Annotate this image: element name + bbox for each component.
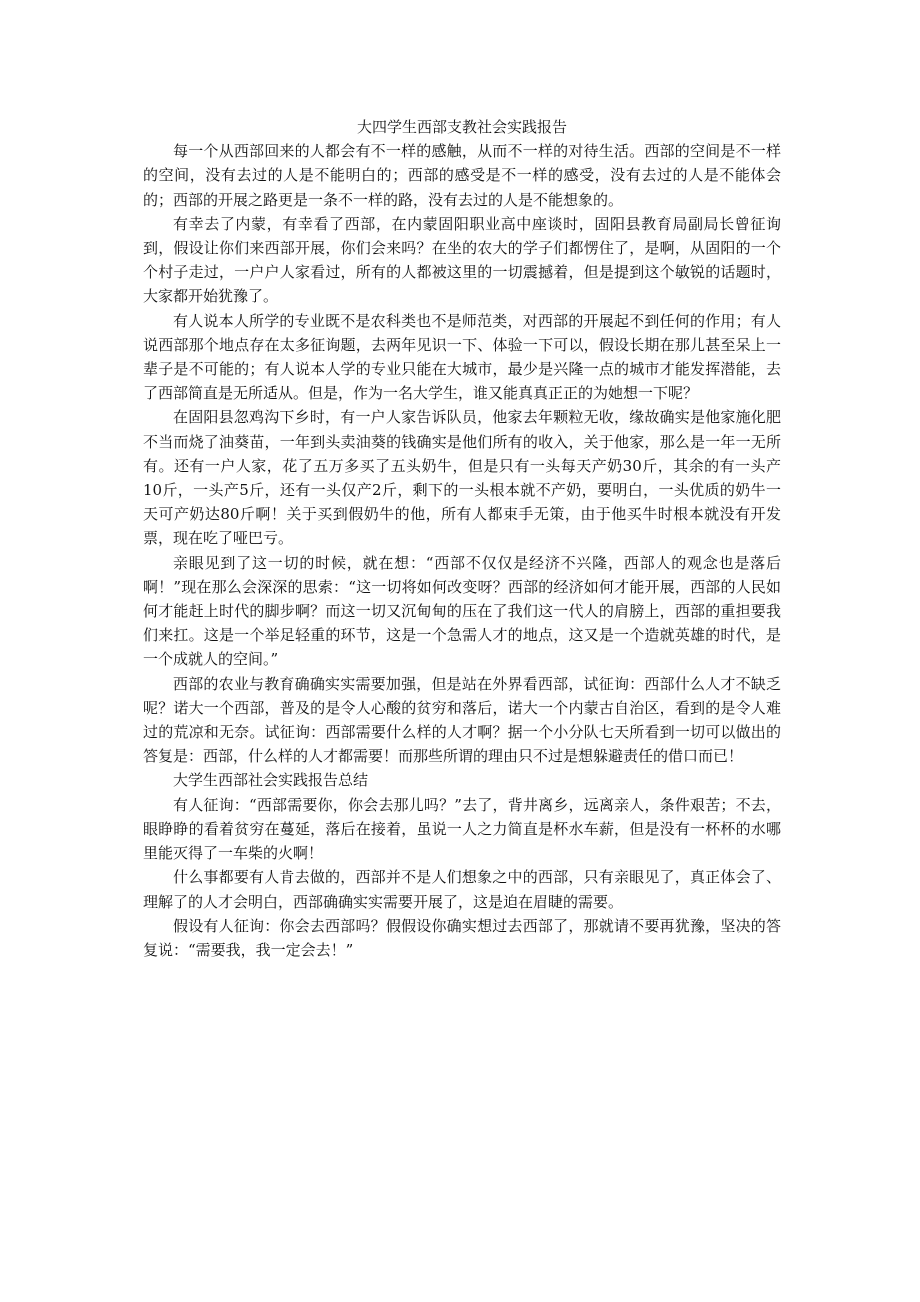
paragraph-3: 有人说本人所学的专业既不是农科类也不是师范类，对西部的开展起不到任何的作用；有人说西部那个地点存在太多征询题，去两年见识一下、体验一下可以，假设长期在那儿甚至呆上一辈子是不可能的；有人说本人学的专业只能在大城市，最少是兴隆一点的城市才能发挥潜能，去了西部简直是无所适从。但是，作为一名大学生，谁又能真真正正的为她想一下呢？ (143, 311, 781, 403)
section-heading: 大学生西部社会实践报告总结 (173, 771, 369, 790)
paragraph-4: 在固阳县忽鸡沟下乡时，有一户人家告诉队员，他家去年颗粒无收，缘故确实是他家施化肥不当而烧了油葵苗，一年到头卖油葵的钱确实是他们所有的收入，关于他家，那么是一年一无所有。还有一户人家，花了五万多买了五头奶牛，但是只有一头每天产奶30斤，其余的有一头产10斤，一头产5斤，还有一头仅产2斤，剩下的一头根本就不产奶，要明白，一头优质的奶牛一天可产奶达80斤啊！关于买到假奶牛的他，所有人都束手无策，由于他买牛时根本就没有开发票，现在吃了哑巴亏。 (143, 408, 781, 548)
document-title: 大四学生西部支教社会实践报告 (356, 118, 567, 136)
document-page (143, 115, 781, 962)
paragraph-5: 亲眼见到了这一切的时候，就在想：“西部不仅仅是经济不兴隆，西部人的观念也是落后啊！”现在那么会深深的思索：“这一切将如何改变呀？西部的经济如何才能开展，西部的人民如何才能赶上时代的脚步啊？而这一切又沉甸甸的压在了我们这一代人的肩膀上，西部的重担要我们来扛。这是一个举足轻重的环节，这是一个急需人才的地点，这又是一个造就英雄的时代，是一个成就人的空间。” (143, 553, 781, 669)
paragraph-2: 有幸去了内蒙，有幸看了西部，在内蒙固阳职业高中座谈时，固阳县教育局副局长曾征询到，假设让你们来西部开展，你们会来吗？在坐的农大的学子们都愣住了，是啊，从固阳的一个个村子走过，一户户人家看过，所有的人都被这里的一切震撼着，但是提到这个敏锐的话题时，大家都开始犹豫了。 (143, 214, 781, 306)
paragraph-6: 西部的农业与教育确确实实需要加强，但是站在外界看西部，试征询：西部什么人才不缺乏呢？诺大一个西部，普及的是令人心酸的贫穷和落后，诺大一个内蒙古自治区，看到的是令人难过的荒凉和无奈。试征询：西部需要什么样的人才啊？据一个小分队七天所看到一切可以做出的答复是：西部，什么样的人才都需要！而那些所谓的理由只不过是想躲避责任的借口而已！ (143, 674, 781, 766)
paragraph-1: 每一个从西部回来的人都会有不一样的感触，从而不一样的对待生活。西部的空间是不一样的空间，没有去过的人是不能明白的；西部的感受是不一样的感受，没有去过的人是不能体会的；西部的开展之路更是一条不一样的路，没有去过的人是不能想象的。 (143, 142, 781, 209)
paragraph-7: 有人征询：“西部需要你，你会去那儿吗？”去了，背井离乡，远离亲人，条件艰苦；不去，眼睁睁的看着贫穷在蔓延，落后在接着，虽说一人之力简直是杯水车薪，但是没有一杯杯的水哪里能灭得了一车柴的火啊！ (143, 795, 781, 863)
paragraph-8: 什么事都要有人肯去做的，西部并不是人们想象之中的西部，只有亲眼见了，真正体会了、理解了的人才会明白，西部确确实实需要开展了，这是迫在眉睫的需要。 (143, 868, 781, 911)
paragraph-9: 假设有人征询：你会去西部吗？假假设你确实想过去西部了，那就请不要再犹豫，坚决的答复说：“需要我，我一定会去！” (143, 916, 781, 959)
